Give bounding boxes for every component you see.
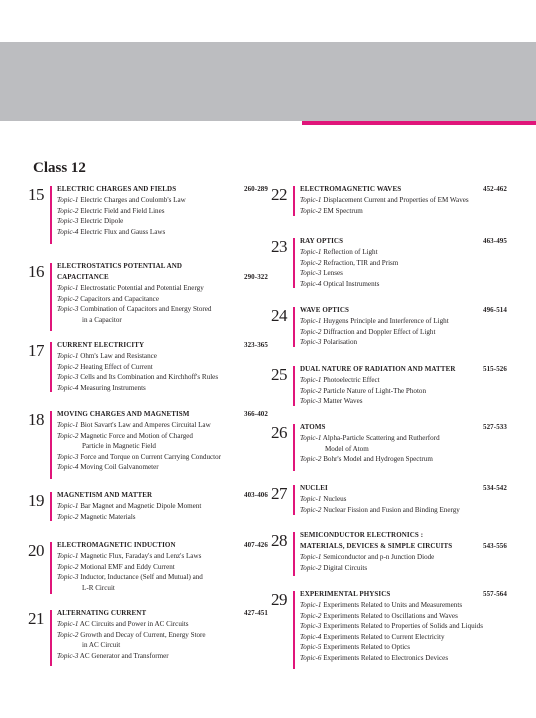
chapter-title-text: ELECTRIC CHARGES AND FIELDS [57, 185, 177, 193]
topic-item[interactable] [57, 351, 268, 362]
topic-text: Particle Nature of Light-The Photon [321, 386, 427, 395]
chapter-number: 21 [28, 609, 44, 628]
chapter-title[interactable] [300, 422, 507, 433]
topic-text: Magnetic Flux, Faraday's and Lenz's Laws [78, 552, 202, 560]
topic-text: AC Circuits and Power in AC Circuits [78, 620, 189, 628]
topic-label: Topic-5 [300, 643, 322, 652]
chapter-entry[interactable] [28, 490, 268, 522]
topic-label: Topic-3 [57, 573, 79, 582]
topic-label: Topic-3 [57, 217, 79, 226]
topic-label: Topic-1 [57, 502, 79, 510]
chapter-title-text-2: MATERIALS, DEVICES & SIMPLE CIRCUITS [300, 542, 453, 550]
topic-text: Photoelectric Effect [321, 376, 380, 384]
topic-item[interactable] [300, 279, 507, 290]
topic-item[interactable] [57, 462, 268, 473]
chapter-pages: 496-514 [482, 306, 507, 314]
chapter-title-text: ALTERNATING CURRENT [57, 609, 147, 617]
chapter-title-line2[interactable] [300, 541, 507, 552]
topic-item[interactable] [300, 621, 507, 632]
page-title: Class 12 [33, 160, 86, 176]
chapter-body [300, 530, 507, 573]
chapter-entry[interactable] [271, 589, 507, 664]
topic-text: Electric Charges and Coulomb's Law [78, 196, 186, 204]
chapter-accent-bar [293, 485, 295, 515]
chapter-title[interactable] [300, 364, 507, 375]
topic-text: Nucleus [321, 495, 347, 503]
topic-text: Digital Circuits [321, 563, 368, 572]
topic-item[interactable] [300, 611, 507, 622]
topic-item[interactable] [300, 642, 507, 653]
chapter-number: 24 [271, 306, 287, 325]
chapter-body [57, 340, 268, 393]
chapter-accent-bar [293, 532, 295, 576]
topic-label: Topic-1 [300, 196, 322, 204]
chapter-entry[interactable] [271, 305, 507, 348]
topic-text: Lenses [321, 269, 343, 278]
topic-item[interactable] [57, 452, 268, 463]
topic-item[interactable] [300, 327, 507, 338]
topic-item[interactable] [300, 268, 507, 279]
chapter-title-text: DUAL NATURE OF RADIATION AND MATTER [300, 365, 456, 373]
chapter-number: 19 [28, 491, 44, 510]
chapter-accent-bar [293, 591, 295, 669]
chapter-number: 27 [271, 484, 287, 503]
topic-item[interactable] [300, 433, 507, 444]
chapter-body [57, 490, 268, 522]
topic-label: Topic-4 [300, 632, 322, 641]
topic-label: Topic-3 [300, 269, 322, 278]
topic-label: Topic-3 [57, 305, 79, 314]
chapter-title-text: ATOMS [300, 423, 326, 431]
chapter-accent-bar [50, 186, 52, 244]
topic-label: Topic-2 [300, 455, 322, 464]
topic-label: Topic-2 [300, 258, 322, 267]
chapter-title-text: ELECTROMAGNETIC WAVES [300, 185, 402, 193]
chapter-pages: 323-365 [243, 341, 268, 349]
topic-text: Experiments Related to Electronics Devices [321, 653, 449, 662]
topic-label: Topic-1 [300, 553, 322, 561]
chapter-accent-bar [50, 542, 52, 594]
topic-text: Combination of Capacitors and Energy Stored [78, 305, 212, 314]
chapter-accent-bar [293, 307, 295, 347]
topic-label: Topic-1 [300, 434, 322, 442]
topic-continuation: L-R Circuit [82, 583, 115, 592]
chapter-number: 20 [28, 541, 44, 560]
topic-label: Topic-3 [57, 651, 79, 660]
topic-continuation: in a Capacitor [82, 315, 122, 324]
chapter-body [300, 364, 507, 407]
topic-item[interactable] [57, 619, 268, 630]
topic-label: Topic-2 [300, 563, 322, 572]
topic-label: Topic-2 [57, 512, 79, 521]
topic-text: Experiments Related to Properties of Solids and Liquids [321, 622, 483, 631]
chapter-entry[interactable] [28, 340, 268, 393]
chapter-title[interactable] [57, 340, 268, 351]
chapter-accent-bar [293, 366, 295, 406]
topic-item[interactable] [57, 383, 268, 394]
topic-label: Topic-1 [300, 601, 322, 609]
chapter-accent-bar [50, 411, 52, 479]
topic-item[interactable] [300, 386, 507, 397]
topic-item[interactable] [57, 294, 268, 305]
topic-text: Displacement Current and Properties of EM Waves [321, 196, 469, 204]
topic-label: Topic-3 [300, 338, 322, 347]
chapter-number: 17 [28, 341, 44, 360]
topic-label: Topic-2 [300, 327, 322, 336]
topic-item[interactable] [300, 563, 507, 574]
topic-item[interactable] [300, 195, 507, 206]
chapter-body [300, 422, 507, 465]
topic-text: Experiments Related to Units and Measurements [321, 601, 463, 609]
chapter-accent-bar [50, 263, 52, 331]
topic-text: Polarisation [321, 338, 358, 347]
chapter-pages: 463-495 [482, 237, 507, 245]
topic-item[interactable] [300, 206, 507, 217]
header-band [0, 42, 536, 121]
topic-item[interactable] [300, 653, 507, 664]
topic-continuation: Particle in Magnetic Field [82, 442, 156, 451]
chapter-entry[interactable] [271, 530, 507, 573]
chapter-title-text: MAGNETISM AND MATTER [57, 491, 153, 499]
chapter-body [300, 305, 507, 348]
chapter-title[interactable] [300, 184, 507, 195]
topic-item[interactable] [57, 304, 268, 315]
chapter-number: 22 [271, 185, 287, 204]
topic-item[interactable] [57, 362, 268, 373]
topic-item[interactable] [57, 630, 268, 641]
chapter-entry[interactable] [271, 364, 507, 407]
topic-label: Topic-1 [57, 552, 79, 560]
chapter-title-text-2: CAPACITANCE [57, 273, 109, 281]
topic-item[interactable] [57, 501, 268, 512]
topic-text: Motional EMF and Eddy Current [78, 562, 175, 571]
chapter-title-text: ELECTROSTATICS POTENTIAL AND [57, 262, 183, 270]
topic-text: Electric Dipole [78, 217, 124, 226]
topic-continuation: Model of Atom [325, 444, 369, 453]
topic-item[interactable] [57, 572, 268, 583]
chapter-title-text: NUCLEI [300, 484, 328, 492]
topic-label: Topic-2 [57, 562, 79, 571]
chapter-title[interactable] [57, 540, 268, 551]
topic-text: Matter Waves [321, 397, 363, 406]
chapter-number: 28 [271, 531, 287, 550]
topic-label: Topic-4 [57, 227, 79, 236]
chapter-pages: 527-533 [482, 423, 507, 431]
topic-label: Topic-1 [57, 421, 79, 429]
chapter-body [300, 483, 507, 515]
chapter-title[interactable] [300, 305, 507, 316]
topic-label: Topic-6 [300, 653, 322, 662]
topic-label: Topic-2 [57, 431, 79, 440]
chapter-pages: 407-426 [243, 541, 268, 549]
chapter-entry[interactable] [28, 409, 268, 473]
topic-text: Cells and Its Combination and Kirchhoff's Rules [78, 373, 219, 382]
topic-label: Topic-1 [300, 248, 322, 256]
chapter-title-text: EXPERIMENTAL PHYSICS [300, 590, 391, 598]
chapter-number: 26 [271, 423, 287, 442]
chapter-accent-bar [293, 238, 295, 288]
topic-item[interactable] [57, 512, 268, 523]
topic-label: Topic-2 [300, 611, 322, 620]
topic-item[interactable] [300, 316, 507, 327]
topic-text: Force and Torque on Current Carrying Conductor [78, 452, 222, 461]
topic-label: Topic-2 [300, 386, 322, 395]
topic-text: Huygens Principle and Interference of Light [321, 317, 449, 325]
chapter-body [57, 608, 268, 661]
chapter-body [300, 589, 507, 664]
topic-item[interactable] [300, 247, 507, 258]
chapter-title-text: SEMICONDUCTOR ELECTRONICS : [300, 531, 424, 539]
chapter-body [57, 261, 268, 325]
topic-text: Moving Coil Galvanometer [78, 463, 159, 472]
chapter-pages: 403-406 [243, 491, 268, 499]
topic-text: Bohr's Model and Hydrogen Spectrum [321, 455, 433, 464]
topic-item[interactable] [57, 551, 268, 562]
chapter-entry[interactable] [28, 540, 268, 593]
topic-item[interactable] [300, 396, 507, 407]
topic-text: Capacitors and Capacitance [78, 294, 159, 303]
chapter-title-text: WAVE OPTICS [300, 306, 350, 314]
topic-text: Heating Effect of Current [78, 362, 153, 371]
chapter-accent-bar [50, 610, 52, 666]
topic-item[interactable] [57, 420, 268, 431]
topic-text: Magnetic Materials [78, 512, 136, 521]
chapter-number: 16 [28, 262, 44, 281]
chapter-accent-bar [293, 424, 295, 471]
topic-label: Topic-4 [57, 463, 79, 472]
topic-text: Diffraction and Doppler Effect of Light [321, 327, 436, 336]
topic-label: Topic-1 [57, 352, 79, 360]
topic-text: Semiconductor and p-n Junction Diode [321, 553, 435, 561]
topic-label: Topic-1 [300, 376, 322, 384]
chapter-body [300, 236, 507, 289]
chapter-pages: 557-564 [482, 590, 507, 598]
topic-item[interactable] [300, 258, 507, 269]
topic-item[interactable] [300, 632, 507, 643]
topic-item[interactable] [57, 283, 268, 294]
chapter-title[interactable] [300, 589, 507, 600]
topic-item[interactable] [300, 505, 507, 516]
topic-item[interactable] [57, 206, 268, 217]
topic-text: Magnetic Force and Motion of Charged [78, 431, 193, 440]
topic-text: Inductor, Inductance (Self and Mutual) and [78, 573, 203, 582]
topic-label: Topic-2 [57, 294, 79, 303]
topic-item[interactable] [57, 216, 268, 227]
topic-text: Nuclear Fission and Fusion and Binding Energy [321, 505, 460, 514]
topic-label: Topic-1 [57, 284, 79, 292]
topic-text: Electric Flux and Gauss Laws [78, 227, 166, 236]
chapter-title-text: RAY OPTICS [300, 237, 344, 245]
chapter-pages: 452-462 [482, 185, 507, 193]
chapter-entry[interactable] [271, 236, 507, 289]
topic-label: Topic-2 [57, 206, 79, 215]
chapter-body [57, 184, 268, 237]
topic-item[interactable] [57, 431, 268, 442]
topic-continuation: in AC Circuit [82, 641, 121, 650]
topic-label: Topic-2 [57, 630, 79, 639]
chapter-number: 23 [271, 237, 287, 256]
chapter-pages: 260-289 [243, 185, 268, 193]
topic-label: Topic-3 [57, 452, 79, 461]
topic-text: EM Spectrum [321, 206, 363, 215]
topic-text: Electrostatic Potential and Potential Energy [78, 284, 204, 292]
chapter-pages: 534-542 [482, 484, 507, 492]
chapter-number: 25 [271, 365, 287, 384]
chapter-title[interactable] [57, 184, 268, 195]
topic-text: Reflection of Light [321, 248, 378, 256]
topic-text: Alpha-Particle Scattering and Rutherford [321, 434, 440, 442]
topic-text: Refraction, TIR and Prism [321, 258, 399, 267]
chapter-entry[interactable] [271, 184, 507, 216]
topic-label: Topic-1 [57, 196, 79, 204]
topic-label: Topic-1 [57, 620, 79, 628]
topic-text: Experiments Related to Oscillations and Waves [321, 611, 458, 620]
topic-item[interactable] [57, 562, 268, 573]
chapter-body [300, 184, 507, 216]
topic-text: Optical Instruments [321, 279, 380, 288]
chapter-entry[interactable] [271, 422, 507, 465]
topic-label: Topic-2 [300, 206, 322, 215]
topic-text: Measuring Instruments [78, 383, 146, 392]
chapter-pages: 543-556 [482, 542, 507, 550]
chapter-pages: 515-526 [482, 365, 507, 373]
chapter-entry[interactable] [28, 608, 268, 661]
chapter-number: 18 [28, 410, 44, 429]
topic-text: Growth and Decay of Current, Energy Store [78, 630, 206, 639]
topic-item[interactable] [300, 375, 507, 386]
topic-label: Topic-2 [57, 362, 79, 371]
topic-item[interactable] [57, 227, 268, 238]
topic-text: Ohm's Law and Resistance [78, 352, 157, 360]
chapter-body [57, 540, 268, 593]
topic-item[interactable] [57, 195, 268, 206]
chapter-title-text: CURRENT ELECTRICITY [57, 341, 145, 349]
topic-label: Topic-4 [57, 383, 79, 392]
topic-item[interactable] [57, 651, 268, 662]
topic-text: Experiments Related to Current Electricity [321, 632, 445, 641]
topic-label: Topic-1 [300, 317, 322, 325]
topic-item[interactable] [57, 372, 268, 383]
chapter-pages: 427-451 [243, 609, 268, 617]
chapter-body [57, 409, 268, 473]
chapter-title[interactable] [57, 261, 268, 272]
chapter-title[interactable] [300, 236, 507, 247]
chapter-number: 29 [271, 590, 287, 609]
topic-item[interactable] [300, 600, 507, 611]
chapter-title-text: MOVING CHARGES AND MAGNETISM [57, 410, 190, 418]
chapter-title[interactable] [300, 530, 507, 541]
chapter-title-line2[interactable] [57, 272, 268, 283]
topic-item[interactable] [300, 494, 507, 505]
topic-item[interactable] [300, 552, 507, 563]
topic-text: AC Generator and Transformer [78, 651, 169, 660]
chapter-number: 15 [28, 185, 44, 204]
topic-label: Topic-1 [300, 495, 322, 503]
chapter-accent-bar [50, 492, 52, 521]
topic-text: Electric Field and Field Lines [78, 206, 165, 215]
chapter-title-text: ELECTROMAGNETIC INDUCTION [57, 541, 176, 549]
topic-label: Topic-4 [300, 279, 322, 288]
topic-label: Topic-2 [300, 505, 322, 514]
topic-text: Biot Savart's Law and Amperes Circuital Law [78, 421, 211, 429]
chapter-title[interactable] [57, 490, 268, 501]
chapter-pages: 366-402 [243, 410, 268, 418]
topic-item[interactable] [300, 454, 507, 465]
chapter-accent-bar [293, 186, 295, 216]
chapter-accent-bar [50, 342, 52, 392]
topic-text: Bar Magnet and Magnetic Dipole Moment [78, 502, 202, 510]
topic-label: Topic-3 [300, 397, 322, 406]
chapter-entry[interactable] [271, 483, 507, 515]
chapter-entry[interactable] [28, 261, 268, 325]
accent-rule [302, 121, 536, 125]
topic-label: Topic-3 [300, 622, 322, 631]
topic-text: Experiments Related to Optics [321, 643, 411, 652]
chapter-title[interactable] [300, 483, 507, 494]
chapter-pages: 290-322 [243, 273, 268, 281]
topic-label: Topic-3 [57, 373, 79, 382]
chapter-title[interactable] [57, 409, 268, 420]
chapter-title[interactable] [57, 608, 268, 619]
chapter-entry[interactable] [28, 184, 268, 237]
topic-item[interactable] [300, 337, 507, 348]
